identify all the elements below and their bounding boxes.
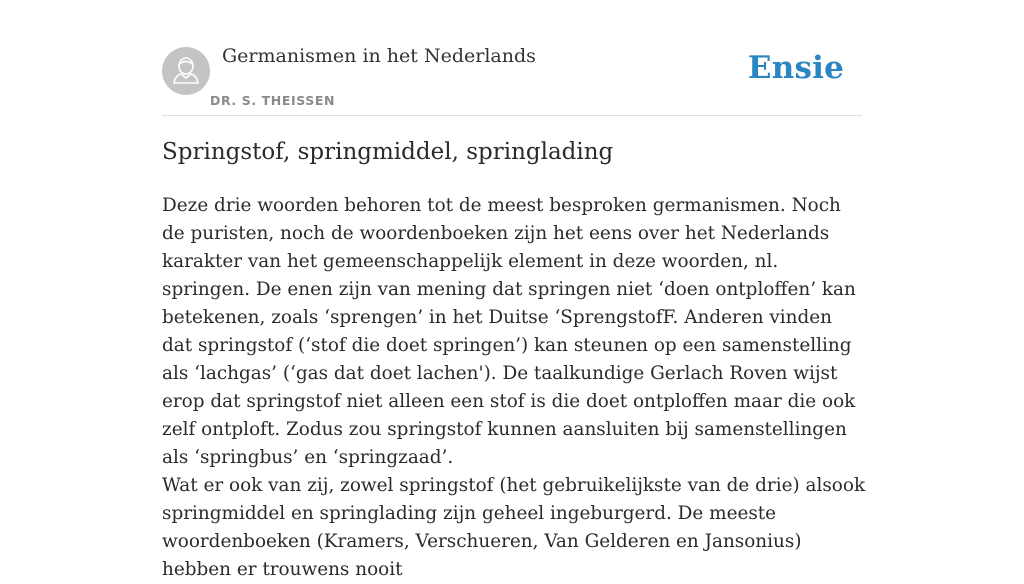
book-title[interactable]: Germanismen in het Nederlands	[222, 45, 536, 67]
user-outline-icon	[162, 47, 210, 95]
book-header	[162, 40, 862, 116]
author-avatar[interactable]	[162, 47, 210, 95]
author-name[interactable]: DR. S. THEISSEN	[210, 93, 336, 108]
ensie-logo[interactable]: Ensie	[747, 50, 844, 86]
article-body	[162, 192, 867, 584]
article-title: Springstof, springmiddel, springlading	[162, 139, 614, 165]
article-paragraph: Wat er ook van zij, zowel springstof (het gebruikelijkste van de drie) alsook springmiddel en springlading zijn geheel ingeburgerd. De meeste woordenboeken (Kramers, Verschueren, Van Gelderen en Jansonius) hebben er trouwens nooit	[162, 475, 866, 580]
article-paragraph: Deze drie woorden behoren tot de meest besproken germanismen. Noch de puristen, noch de woordenboeken zijn het eens over het Nederlands karakter van het gemeenschappelijk element in deze woorden, nl. springen. De enen zijn van mening dat springen niet ‘doen ontploffen’ kan betekenen, zoals ‘sprengen’ in het Duitse ‘SprengstofF. Anderen vinden dat springstof (‘stof die doet springen’) kan steunen op een samenstelling als ‘lachgas’ (‘gas dat doet lachen'). De taalkundige Gerlach Roven wijst erop dat springstof niet alleen een stof is die doet ontploffen maar die ook zelf ontploft. Zodus zou springstof kunnen aansluiten bij samenstellingen als ‘springbus’ en ‘springzaad’.	[162, 195, 856, 468]
